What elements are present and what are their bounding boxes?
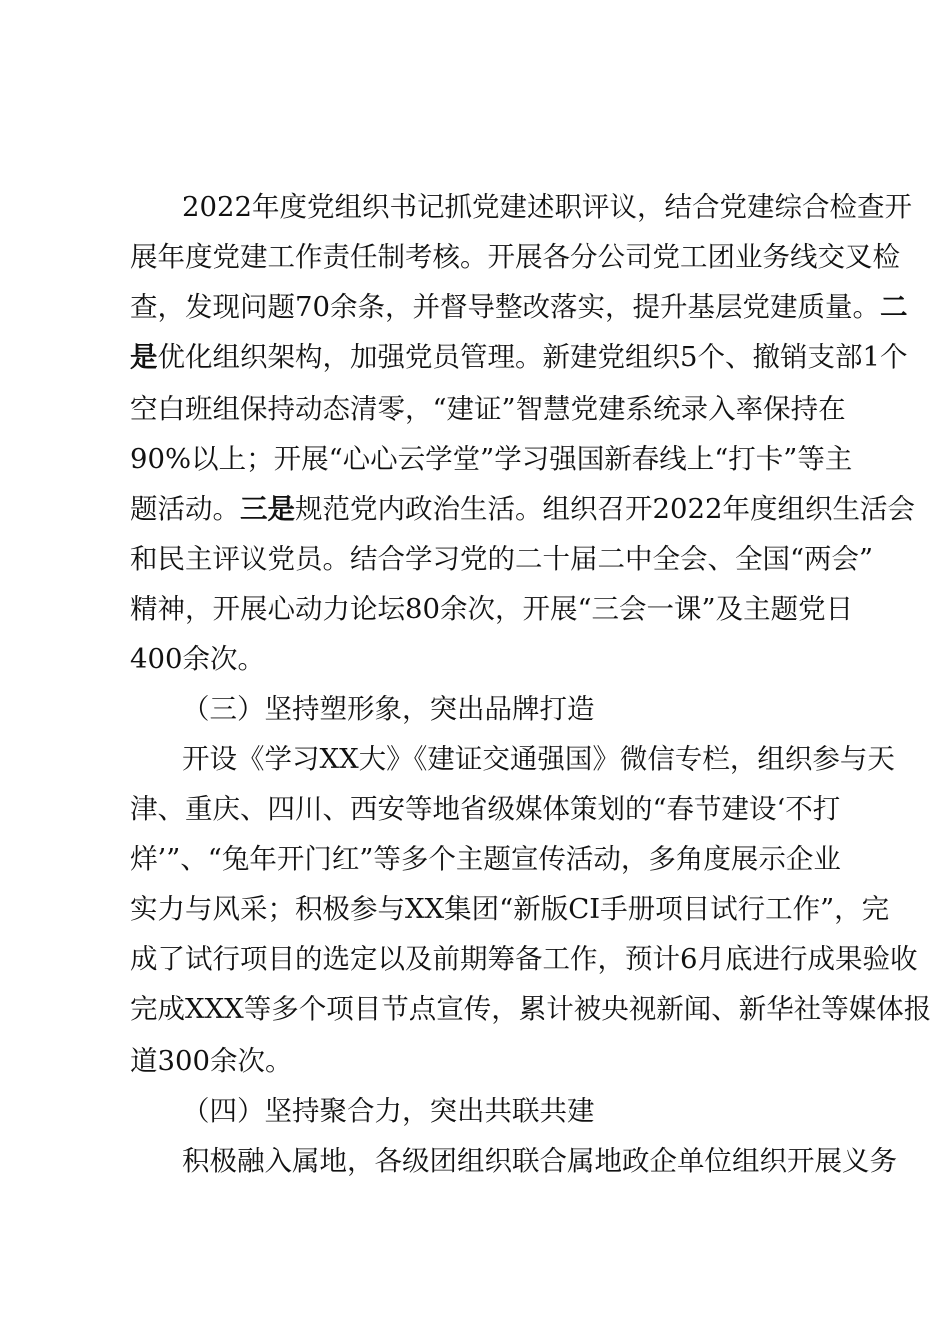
paragraph-line: 津、重庆、四川、西安等地省级媒体策划的“春节建设‘不打 xyxy=(130,793,841,825)
paragraph-text: 优化组织架构，加强党员管理。新建党组织5个、撤销支部1个 xyxy=(157,341,908,373)
section-heading: （四）坚持聚合力，突出共联共建 xyxy=(182,1095,595,1127)
paragraph-line: 道300余次。 xyxy=(130,1045,293,1077)
bold-marker-two: 二 xyxy=(880,291,908,323)
paragraph-line: 400余次。 xyxy=(130,643,265,675)
bold-marker-three: 三是 xyxy=(240,493,295,525)
paragraph-line: 空白班组保持动态清零，“建证”智慧党建系统录入率保持在 xyxy=(130,393,846,425)
paragraph-line: 2022年度党组织书记抓党建述职评议，结合党建综合检查开 xyxy=(182,191,912,223)
paragraph-line: 成了试行项目的选定以及前期筹备工作，预计6月底进行成果验收 xyxy=(130,943,918,975)
paragraph-line: 烊’”、“兔年开门红”等多个主题宣传活动，多角度展示企业 xyxy=(130,843,841,875)
paragraph-line: 展年度党建工作责任制考核。开展各分公司党工团业务线交叉检 xyxy=(130,241,900,273)
paragraph-line: 完成XXX等多个项目节点宣传，累计被央视新闻、新华社等媒体报 xyxy=(130,993,932,1025)
paragraph-line: 开设《学习XX大》《建证交通强国》微信专栏，组织参与天 xyxy=(182,743,895,775)
paragraph-line: 精神，开展心动力论坛80余次，开展“三会一课”及主题党日 xyxy=(130,593,854,625)
paragraph-line: 90%以上；开展“心心云学堂”学习强国新春线上“打卡”等主 xyxy=(130,443,853,475)
paragraph-text: 规范党内政治生活。组织召开2022年度组织生活会 xyxy=(295,493,915,525)
paragraph-line: 实力与风采；积极参与XX集团“新版CI手册项目试行工作”，完 xyxy=(130,893,890,925)
paragraph-line xyxy=(130,492,915,526)
paragraph-line xyxy=(130,340,908,374)
paragraph-text: 查，发现问题70余条，并督导整改落实，提升基层党建质量。 xyxy=(130,291,880,323)
paragraph-text: 题活动。 xyxy=(130,493,240,525)
section-heading: （三）坚持塑形象，突出品牌打造 xyxy=(182,693,595,725)
bold-marker-shi: 是 xyxy=(130,341,158,373)
paragraph-line: 和民主评议党员。结合学习党的二十届二中全会、全国“两会” xyxy=(130,543,874,575)
paragraph-line xyxy=(130,290,908,324)
paragraph-line: 积极融入属地，各级团组织联合属地政企单位组织开展义务 xyxy=(182,1145,897,1177)
